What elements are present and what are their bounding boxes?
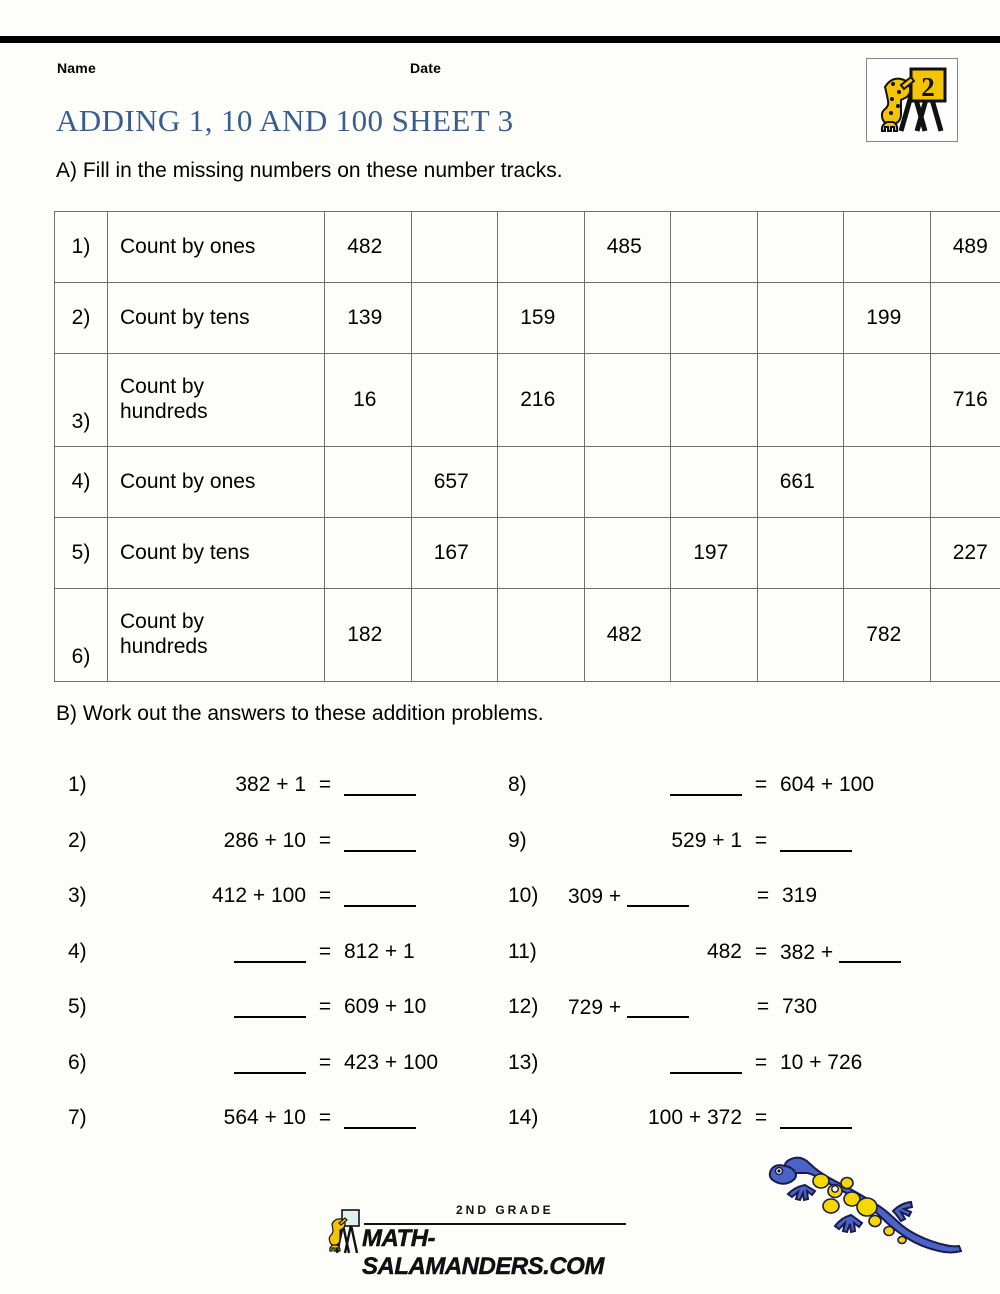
problem-right-expression: 604 + 100: [780, 773, 875, 796]
problem-row: [508, 1035, 948, 1091]
site-footer-logo: [326, 1203, 636, 1280]
answer-blank[interactable]: [627, 887, 689, 907]
number-track-index: 4): [55, 447, 108, 518]
answer-blank[interactable]: [344, 776, 416, 796]
number-track-value-cell[interactable]: 182: [325, 589, 412, 682]
problem-row: [508, 757, 948, 813]
number-track-blank-cell[interactable]: [411, 589, 498, 682]
number-tracks-body: [55, 212, 1000, 682]
header-divider-rule: [0, 36, 1000, 43]
problem-left-expression: 729 +: [566, 994, 746, 1020]
answer-blank[interactable]: [627, 998, 689, 1018]
number-track-blank-cell[interactable]: [757, 518, 844, 589]
number-track-value-cell[interactable]: 16: [325, 354, 412, 447]
number-track-blank-cell[interactable]: [757, 283, 844, 354]
number-track-row: [55, 212, 1000, 283]
salamander-illustration: [765, 1133, 975, 1258]
number-track-value-cell[interactable]: 139: [325, 283, 412, 354]
number-track-row: [55, 354, 1000, 447]
number-track-value-cell[interactable]: 482: [325, 212, 412, 283]
answer-blank[interactable]: [344, 1109, 416, 1129]
number-track-blank-cell[interactable]: [757, 589, 844, 682]
number-track-blank-cell[interactable]: [844, 518, 931, 589]
number-track-value-cell[interactable]: 661: [757, 447, 844, 518]
number-track-blank-cell[interactable]: [844, 212, 931, 283]
problem-right-expression: [778, 828, 852, 854]
number-track-blank-cell[interactable]: [411, 283, 498, 354]
number-track-blank-cell[interactable]: [498, 447, 585, 518]
problem-left-expression: 382 + 1: [235, 773, 306, 796]
problem-right-expression: [342, 828, 416, 854]
problem-right-expression: [342, 1105, 416, 1131]
problem-left-expression: [120, 939, 308, 965]
problem-right-expression: [342, 772, 416, 798]
section-a-instruction: A) Fill in the missing numbers on these number tracks.: [56, 159, 563, 182]
problem-row: [68, 1035, 488, 1091]
number-track-blank-cell[interactable]: [757, 354, 844, 447]
section-b-instruction: B) Work out the answers to these addition problems.: [56, 702, 544, 725]
problem-left-expression: 309 +: [566, 883, 746, 909]
problem-row: [68, 868, 488, 924]
equals-sign: =: [318, 884, 332, 907]
number-track-blank-cell[interactable]: [584, 518, 671, 589]
number-track-index: 6): [55, 589, 108, 682]
number-track-value-cell[interactable]: 159: [498, 283, 585, 354]
answer-blank[interactable]: [780, 1109, 852, 1129]
number-track-row: [55, 283, 1000, 354]
page-title: ADDING 1, 10 AND 100 SHEET 3: [56, 103, 514, 138]
number-track-index: 1): [55, 212, 108, 283]
number-track-blank-cell[interactable]: [930, 589, 1000, 682]
date-label: Date: [410, 60, 442, 76]
number-track-blank-cell[interactable]: [671, 283, 758, 354]
equals-sign: =: [754, 773, 768, 796]
number-tracks-table: [54, 211, 1000, 682]
footer-url-text: MATH-SALAMANDERS.COM: [362, 1225, 604, 1280]
number-track-index: 2): [55, 283, 108, 354]
answer-blank[interactable]: [670, 1054, 742, 1074]
problem-row: [508, 979, 948, 1035]
number-track-value-cell[interactable]: 716: [930, 354, 1000, 447]
equals-sign: =: [754, 1106, 768, 1129]
number-track-blank-cell[interactable]: [844, 447, 931, 518]
number-track-value-cell[interactable]: 197: [671, 518, 758, 589]
answer-blank[interactable]: [839, 943, 901, 963]
problem-left-expression: [120, 1050, 308, 1076]
number-track-blank-cell[interactable]: [498, 518, 585, 589]
problem-right-expression: [778, 1105, 852, 1131]
answer-blank[interactable]: [344, 832, 416, 852]
answer-blank[interactable]: [234, 998, 306, 1018]
equals-sign: =: [756, 995, 770, 1018]
equals-sign: =: [754, 939, 768, 963]
number-track-blank-cell[interactable]: [325, 518, 412, 589]
number-track-blank-cell[interactable]: [584, 447, 671, 518]
number-track-value-cell[interactable]: 657: [411, 447, 498, 518]
grade-badge-number: 2: [921, 72, 935, 102]
problem-row: [68, 757, 488, 813]
problem-row: [68, 813, 488, 869]
number-track-label: Count by ones: [108, 447, 325, 518]
problem-right-expression: 382 +: [778, 939, 901, 965]
name-label: Name: [57, 60, 96, 76]
problem-row: [508, 868, 948, 924]
number-track-blank-cell[interactable]: [671, 354, 758, 447]
answer-blank[interactable]: [234, 943, 306, 963]
number-track-blank-cell[interactable]: [671, 212, 758, 283]
problem-number: 10): [508, 884, 539, 907]
blue-salamander-icon: [765, 1133, 975, 1258]
number-track-blank-cell[interactable]: [498, 212, 585, 283]
number-track-value-cell[interactable]: 167: [411, 518, 498, 589]
number-track-label: Count by tens: [108, 283, 325, 354]
number-track-row: [55, 589, 1000, 682]
equals-sign: =: [318, 939, 332, 963]
problem-row: [508, 924, 948, 980]
number-track-blank-cell[interactable]: [757, 212, 844, 283]
number-track-label: Count by ones: [108, 212, 325, 283]
number-track-label: Count by hundreds: [108, 589, 325, 682]
salamander-easel-icon: [867, 59, 957, 141]
number-track-value-cell[interactable]: 216: [498, 354, 585, 447]
equals-sign: =: [318, 773, 332, 796]
problem-row: [68, 924, 488, 980]
problem-number: 3): [68, 884, 87, 907]
problem-row: [508, 813, 948, 869]
problem-number: 5): [68, 995, 87, 1018]
problem-left-expression: 482: [706, 939, 742, 963]
answer-blank[interactable]: [780, 832, 852, 852]
name-date-row: [57, 60, 857, 80]
number-track-blank-cell[interactable]: [930, 283, 1000, 354]
number-track-blank-cell[interactable]: [671, 589, 758, 682]
number-track-blank-cell[interactable]: [325, 447, 412, 518]
problem-number: 14): [508, 1106, 539, 1129]
number-track-value-cell[interactable]: 489: [930, 212, 1000, 283]
number-track-label: Count by hundreds: [108, 354, 325, 447]
number-track-value-cell[interactable]: 485: [584, 212, 671, 283]
number-track-index: 3): [55, 354, 108, 447]
number-track-blank-cell[interactable]: [411, 354, 498, 447]
answer-blank[interactable]: [234, 1054, 306, 1074]
problem-right-expression: [342, 883, 416, 909]
equals-sign: =: [318, 995, 332, 1018]
footer-salamander-easel-icon: [326, 1207, 360, 1259]
problem-left-expression: 529 + 1: [671, 828, 742, 852]
problem-number: 9): [508, 828, 527, 852]
problem-left-expression: 564 + 10: [223, 1106, 306, 1129]
problem-right-expression: 10 + 726: [780, 1050, 863, 1074]
problem-number: 11): [508, 939, 537, 963]
answer-blank[interactable]: [344, 887, 416, 907]
equals-sign: =: [754, 828, 768, 852]
problem-right-expression: 730: [782, 995, 818, 1018]
footer-grade-text: 2ND GRADE: [456, 1203, 554, 1217]
problem-number: 4): [68, 939, 87, 963]
grade-badge: [866, 58, 958, 142]
number-track-blank-cell[interactable]: [584, 283, 671, 354]
problem-number: 2): [68, 828, 87, 852]
equals-sign: =: [318, 1050, 332, 1074]
problem-number: 7): [68, 1106, 87, 1129]
problem-right-expression: 609 + 10: [344, 995, 427, 1018]
number-track-label: Count by tens: [108, 518, 325, 589]
number-track-index: 5): [55, 518, 108, 589]
problem-right-expression: 423 + 100: [344, 1050, 439, 1074]
number-track-blank-cell[interactable]: [584, 354, 671, 447]
number-track-row: [55, 447, 1000, 518]
problem-number: 6): [68, 1050, 87, 1074]
problem-left-expression: [120, 994, 308, 1020]
equals-sign: =: [756, 884, 770, 907]
problem-number: 12): [508, 995, 539, 1018]
problem-left-expression: 100 + 372: [647, 1106, 742, 1129]
problem-row: [68, 1090, 488, 1146]
number-track-blank-cell[interactable]: [411, 212, 498, 283]
problem-number: 1): [68, 773, 87, 796]
number-track-blank-cell[interactable]: [930, 447, 1000, 518]
problem-row: [68, 979, 488, 1035]
number-track-blank-cell[interactable]: [844, 354, 931, 447]
number-track-value-cell[interactable]: 482: [584, 589, 671, 682]
number-track-value-cell[interactable]: 227: [930, 518, 1000, 589]
problem-right-expression: 812 + 1: [344, 939, 415, 963]
number-track-row: [55, 518, 1000, 589]
equals-sign: =: [318, 828, 332, 852]
equals-sign: =: [318, 1106, 332, 1129]
number-track-value-cell[interactable]: 782: [844, 589, 931, 682]
problem-number: 8): [508, 773, 527, 796]
number-track-blank-cell[interactable]: [498, 589, 585, 682]
number-track-blank-cell[interactable]: [671, 447, 758, 518]
problem-left-expression: [566, 1050, 744, 1076]
answer-blank[interactable]: [670, 776, 742, 796]
problem-left-expression: 412 + 100: [211, 884, 306, 907]
problem-left-expression: [566, 772, 744, 798]
problem-left-expression: 286 + 10: [223, 828, 306, 852]
problem-number: 13): [508, 1050, 539, 1074]
equals-sign: =: [754, 1050, 768, 1074]
problem-right-expression: 319: [782, 884, 818, 907]
number-track-value-cell[interactable]: 199: [844, 283, 931, 354]
